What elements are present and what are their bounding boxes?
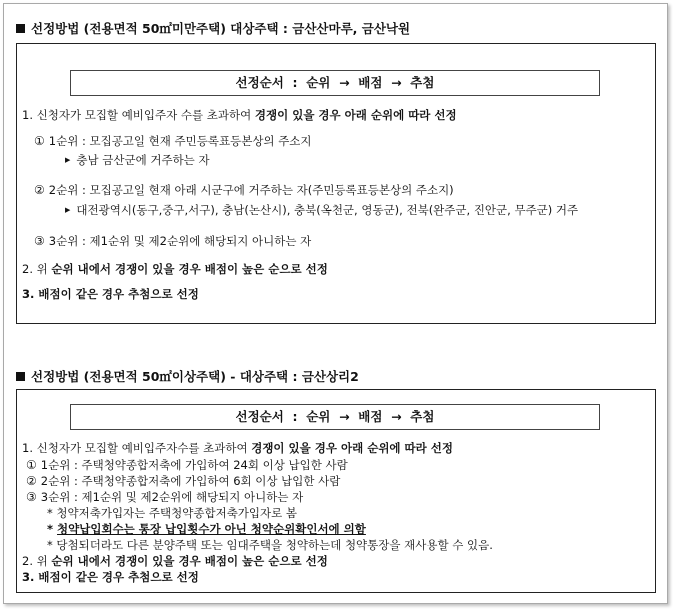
section1-rank2-detail: ▶ 대전광역시(동구,중구,서구), 충남(논산시), 충북(옥천군, 영동군), 전북(완주군, 진안군, 무주군) 거주 [65,203,579,217]
section2-rank3: ③ 3순위 : 제1순위 및 제2순위에 해당되지 아니하는 자 [26,490,304,504]
section1-rule1: 1. 신청자가 모집할 예비입주자 수를 초과하여 경쟁이 있을 경우 아래 순위에 따라 선정 [22,108,457,122]
section2-rank2: ② 2순위 : 주택청약종합저축에 가입하여 6회 이상 납입한 사람 [26,474,341,488]
triangle-bullet-icon: ▶ [65,156,71,164]
section2-rule2: 2. 위 순위 내에서 경쟁이 있을 경우 배점이 높은 순으로 선정 [22,554,328,568]
section2-selection-order: 선정순서 : 순위 → 배점 → 추첨 [70,404,600,430]
section1-rank1: ① 1순위 : 모집공고일 현재 주민등록표등본상의 주소지 [34,134,312,148]
section2-box [16,389,656,593]
section1-rank1-detail: ▶ 충남 금산군에 거주하는 자 [65,153,210,167]
section1-rule2: 2. 위 순위 내에서 경쟁이 있을 경우 배점이 높은 순으로 선정 [22,262,328,276]
section1-rank2: ② 2순위 : 모집공고일 현재 아래 시군구에 거주하는 자(주민등록표등본상의 주소지) [34,183,454,197]
section2-note2: * 청약납입회수는 통장 납입횟수가 아닌 청약순위확인서에 의함 [47,522,366,536]
section2-note1: * 청약저축가입자는 주택청약종합저축가입자로 봄 [47,506,298,520]
section1-box [16,43,656,324]
square-bullet-icon [16,372,25,381]
section2-rule3: 3. 배점이 같은 경우 추첨으로 선정 [22,570,199,584]
section2-rank1: ① 1순위 : 주택청약종합저축에 가입하여 24회 이상 납입한 사람 [26,458,348,472]
section2-note3: * 당첨되더라도 다른 분양주택 또는 임대주택을 청약하는데 청약통장을 재사용할 수 있음. [47,538,493,552]
section1-selection-order: 선정순서 : 순위 → 배점 → 추첨 [70,70,600,96]
section1-rank3: ③ 3순위 : 제1순위 및 제2순위에 해당되지 아니하는 자 [34,234,312,248]
section1-rule3: 3. 배점이 같은 경우 추첨으로 선정 [22,287,199,301]
triangle-bullet-icon: ▶ [65,206,71,214]
square-bullet-icon [16,24,25,33]
section2-rule1: 1. 신청자가 모집할 예비입주자수를 초과하여 경쟁이 있을 경우 아래 순위에 따라 선정 [22,441,453,455]
section2-title: 선정방법 (전용면적 50㎡이상주택) - 대상주택 : 금산상리2 [16,367,359,385]
section1-title: 선정방법 (전용면적 50㎡미만주택) 대상주택 : 금산산마루, 금산낙원 [16,19,410,37]
